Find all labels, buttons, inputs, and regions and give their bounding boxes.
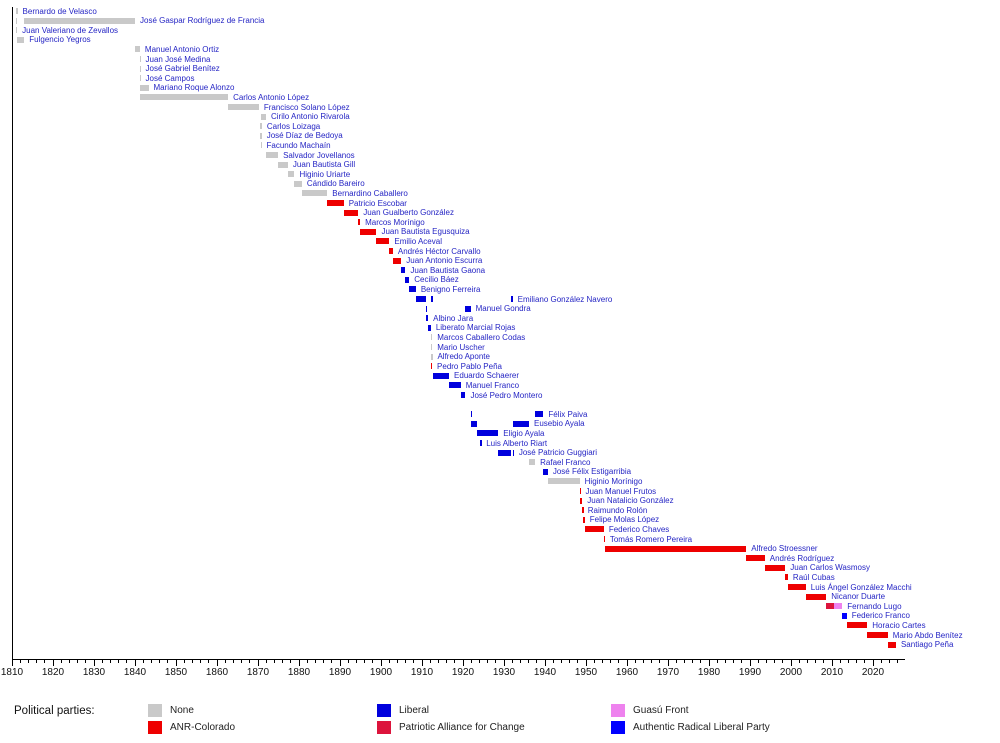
x-axis-minor-tick (397, 660, 398, 663)
president-label: Juan Bautista Egusquiza (381, 227, 470, 237)
x-axis-major-tick (217, 660, 218, 666)
president-label: José Gabriel Benítez (145, 64, 220, 74)
term-bar-none (140, 66, 141, 72)
x-axis-minor-tick (594, 660, 595, 663)
x-axis-minor-tick (610, 660, 611, 663)
term-bar-none (278, 162, 288, 168)
x-axis-major-tick (135, 660, 136, 666)
term-bar-none (261, 142, 262, 148)
term-bar-liberal (477, 430, 499, 436)
x-axis-minor-tick (126, 660, 127, 663)
term-bar-liberal (480, 440, 481, 446)
x-axis-major-tick (709, 660, 710, 666)
x-axis-minor-tick (446, 660, 447, 663)
term-bar-none (24, 18, 135, 24)
term-bar-none (294, 181, 301, 187)
president-label: Juan José Medina (145, 54, 211, 64)
term-bar-liberal (511, 296, 512, 302)
term-bar-colorado (358, 219, 360, 225)
president-label: Luis Ángel González Macchi (810, 582, 912, 592)
term-bar-none (266, 152, 278, 158)
term-bar-liberal (426, 315, 428, 321)
president-label: Juan Bautista Gaona (410, 265, 486, 275)
x-axis-minor-tick (479, 660, 480, 663)
x-axis-minor-tick (77, 660, 78, 663)
x-axis-minor-tick (356, 660, 357, 663)
term-bar-colorado (585, 526, 604, 532)
x-axis-minor-tick (561, 660, 562, 663)
term-bar-liberal (513, 450, 514, 456)
term-bar-none (140, 85, 149, 91)
x-axis-tick-label: 1970 (656, 667, 680, 678)
legend-label: Liberal (399, 705, 430, 716)
x-axis-minor-tick (766, 660, 767, 663)
president-label: José Pedro Montero (470, 390, 543, 400)
x-axis-minor-tick (741, 660, 742, 663)
term-bar-none (135, 46, 140, 52)
x-axis-minor-tick (840, 660, 841, 663)
x-axis-minor-tick (684, 660, 685, 663)
president-label: Alfredo Aponte (437, 352, 490, 362)
x-axis-minor-tick (733, 660, 734, 663)
term-bar-colorado (327, 200, 343, 206)
x-axis-minor-tick (241, 660, 242, 663)
term-bar-none (140, 56, 141, 62)
x-axis-tick-label: 2020 (861, 667, 885, 678)
x-axis-major-tick (463, 660, 464, 666)
term-bar-colorado (580, 488, 581, 494)
term-bar-liberal (416, 296, 426, 302)
president-label: Fulgencio Yegros (29, 35, 91, 45)
x-axis-tick-label: 1810 (0, 667, 24, 678)
term-bar-colorado (580, 498, 582, 504)
president-label: Francisco Solano López (263, 102, 350, 112)
term-bar-liberal (426, 306, 427, 312)
x-axis-major-tick (545, 660, 546, 666)
x-axis-minor-tick (553, 660, 554, 663)
president-label: Carlos Loizaga (266, 121, 321, 131)
x-axis-minor-tick (774, 660, 775, 663)
x-axis-major-tick (12, 660, 13, 666)
x-axis-tick-label: 1820 (41, 667, 65, 678)
x-axis-minor-tick (889, 660, 890, 663)
legend-swatch-guasu (611, 704, 625, 717)
president-label: Facundo Machaín (266, 140, 331, 150)
term-bar-none (16, 27, 17, 33)
x-axis-tick-label: 1910 (410, 667, 434, 678)
president-label: José Félix Estigarribia (552, 467, 632, 477)
x-axis-minor-tick (102, 660, 103, 663)
x-axis-minor-tick (200, 660, 201, 663)
president-label: Marcos Caballero Codas (437, 332, 526, 342)
x-axis-minor-tick (20, 660, 21, 663)
x-axis-minor-tick (151, 660, 152, 663)
x-axis-tick-label: 1930 (492, 667, 516, 678)
x-axis-tick-label: 1870 (246, 667, 270, 678)
president-label: Fernando Lugo (847, 601, 902, 611)
president-label: Albino Jara (433, 313, 474, 323)
president-label: Raimundo Rolón (587, 505, 648, 515)
president-label: Higinio Morínigo (584, 476, 643, 486)
legend-label: Patriotic Alliance for Change (399, 722, 525, 733)
x-axis-minor-tick (307, 660, 308, 663)
x-axis-minor-tick (897, 660, 898, 663)
term-bar-none (260, 123, 261, 129)
term-bar-none (431, 334, 432, 340)
x-axis-minor-tick (405, 660, 406, 663)
x-axis-minor-tick (528, 660, 529, 663)
term-bar-colorado (360, 229, 376, 235)
president-label: Bernardino Caballero (332, 188, 408, 198)
president-label: Andrés Rodríguez (769, 553, 835, 563)
x-axis-major-tick (176, 660, 177, 666)
president-label: Manuel Gondra (475, 304, 531, 314)
x-axis-minor-tick (676, 660, 677, 663)
x-axis-tick-label: 1840 (123, 667, 147, 678)
x-axis-major-tick (258, 660, 259, 666)
term-bar-liberal (431, 296, 433, 302)
president-label: Higinio Uriarte (299, 169, 351, 179)
president-label: Eduardo Schaerer (454, 371, 519, 381)
term-bar-colorado (847, 622, 868, 628)
x-axis-minor-tick (577, 660, 578, 663)
president-label: Raúl Cubas (792, 572, 835, 582)
term-bar-none (529, 459, 535, 465)
term-bar-none (140, 75, 141, 81)
x-axis-minor-tick (192, 660, 193, 663)
term-bar-colorado (389, 248, 392, 254)
president-label: Manuel Antonio Ortiz (144, 44, 220, 54)
x-axis-major-tick (422, 660, 423, 666)
x-axis-minor-tick (159, 660, 160, 663)
x-axis-tick-label: 1850 (164, 667, 188, 678)
x-axis-tick-label: 1900 (369, 667, 393, 678)
x-axis-minor-tick (143, 660, 144, 663)
x-axis-minor-tick (602, 660, 603, 663)
president-label: Cecilio Báez (414, 275, 459, 285)
x-axis-major-tick (504, 660, 505, 666)
term-bar-liberal (428, 325, 431, 331)
president-label: Santiago Peña (900, 640, 954, 650)
president-label: Federico Chaves (608, 524, 670, 534)
legend-swatch-plra (611, 721, 625, 734)
x-axis-minor-tick (233, 660, 234, 663)
term-bar-colorado (393, 258, 401, 264)
president-label: Juan Carlos Wasmosy (790, 563, 870, 573)
president-label: Félix Paiva (548, 409, 588, 419)
x-axis-minor-tick (758, 660, 759, 663)
x-axis-minor-tick (389, 660, 390, 663)
president-label: Tomás Romero Pereira (609, 534, 693, 544)
term-bar-none (431, 354, 432, 360)
x-axis-tick-label: 1830 (82, 667, 106, 678)
term-bar-liberal (535, 411, 543, 417)
president-label: Felipe Molas López (589, 515, 660, 525)
x-axis-major-tick (627, 660, 628, 666)
term-bar-colorado (376, 238, 389, 244)
x-axis-tick-label: 1890 (328, 667, 352, 678)
term-bar-none (16, 18, 17, 24)
president-label: Eligio Ayala (503, 428, 545, 438)
term-bar-colorado (788, 584, 806, 590)
term-bar-none (17, 37, 25, 43)
president-label: Eusebio Ayala (534, 419, 585, 429)
legend-swatch-none (148, 704, 162, 717)
president-label: Patricio Escobar (348, 198, 407, 208)
president-label: Emiliano González Navero (517, 294, 613, 304)
president-label: Liberato Marcial Rojas (435, 323, 516, 333)
president-label: Juan Antonio Escurra (406, 256, 483, 266)
x-axis-tick-label: 1940 (533, 667, 557, 678)
president-label: Federico Franco (851, 611, 910, 621)
term-bar-liberal (465, 306, 470, 312)
x-axis-minor-tick (618, 660, 619, 663)
president-label: Luis Alberto Riart (486, 438, 548, 448)
x-axis-minor-tick (823, 660, 824, 663)
x-axis-minor-tick (815, 660, 816, 663)
president-label: Mariano Roque Alonzo (153, 83, 235, 93)
term-bar-liberal (471, 411, 472, 417)
term-bar-colorado (431, 363, 432, 369)
x-axis-minor-tick (651, 660, 652, 663)
x-axis-minor-tick (118, 660, 119, 663)
x-axis-major-tick (340, 660, 341, 666)
x-axis-minor-tick (643, 660, 644, 663)
president-label: Cándido Bareiro (306, 179, 365, 189)
term-bar-none (302, 190, 327, 196)
x-axis-minor-tick (807, 660, 808, 663)
president-label: Emilio Aceval (394, 236, 442, 246)
x-axis-minor-tick (323, 660, 324, 663)
term-bar-colorado (785, 574, 788, 580)
x-axis-tick-label: 2010 (820, 667, 844, 678)
x-axis-minor-tick (69, 660, 70, 663)
x-axis-minor-tick (61, 660, 62, 663)
x-axis-minor-tick (44, 660, 45, 663)
x-axis-minor-tick (85, 660, 86, 663)
x-axis-major-tick (750, 660, 751, 666)
x-axis-tick-label: 1860 (205, 667, 229, 678)
x-axis-minor-tick (348, 660, 349, 663)
x-axis-minor-tick (315, 660, 316, 663)
x-axis-minor-tick (167, 660, 168, 663)
x-axis-minor-tick (372, 660, 373, 663)
president-label: José Campos (145, 73, 195, 83)
x-axis-minor-tick (512, 660, 513, 663)
legend-swatch-liberal (377, 704, 391, 717)
term-bar-colorado (867, 632, 888, 638)
x-axis-minor-tick (717, 660, 718, 663)
x-axis-minor-tick (454, 660, 455, 663)
term-bar-none (288, 171, 295, 177)
x-axis-minor-tick (487, 660, 488, 663)
president-label: Juan Natalicio González (587, 496, 674, 506)
president-label: José Gaspar Rodríguez de Francia (140, 16, 265, 26)
president-label: Juan Manuel Frutos (585, 486, 657, 496)
term-bar-pac (826, 603, 834, 609)
x-axis-minor-tick (274, 660, 275, 663)
term-bar-liberal (433, 373, 449, 379)
x-axis-minor-tick (848, 660, 849, 663)
term-bar-colorado (765, 565, 786, 571)
term-bar-colorado (604, 536, 605, 542)
term-bar-liberal (401, 267, 405, 273)
term-bar-liberal (405, 277, 409, 283)
x-axis-tick-label: 1960 (615, 667, 639, 678)
x-axis-minor-tick (700, 660, 701, 663)
x-axis-minor-tick (495, 660, 496, 663)
x-axis-tick-label: 2000 (779, 667, 803, 678)
president-label: Manuel Franco (465, 380, 520, 390)
term-bar-colorado (806, 594, 827, 600)
x-axis-minor-tick (36, 660, 37, 663)
x-axis-line (12, 659, 905, 660)
term-bar-none (16, 8, 17, 14)
president-label: José Díaz de Bedoya (266, 131, 343, 141)
x-axis-major-tick (873, 660, 874, 666)
x-axis-minor-tick (520, 660, 521, 663)
x-axis-minor-tick (184, 660, 185, 663)
x-axis-major-tick (668, 660, 669, 666)
president-label: Nicanor Duarte (831, 592, 886, 602)
president-label: Juan Gualberto González (363, 208, 454, 218)
term-bar-colorado (583, 517, 585, 523)
legend-label: ANR-Colorado (170, 722, 236, 733)
president-label: Mario Abdo Benítez (892, 630, 963, 640)
legend-label: None (170, 705, 194, 716)
term-bar-none (228, 104, 259, 110)
x-axis-tick-label: 1950 (574, 667, 598, 678)
term-bar-plra (842, 613, 847, 619)
x-axis-tick-label: 1920 (451, 667, 475, 678)
term-bar-liberal (543, 469, 548, 475)
x-axis-minor-tick (881, 660, 882, 663)
x-axis-major-tick (53, 660, 54, 666)
x-axis-major-tick (94, 660, 95, 666)
term-bar-none (431, 344, 432, 350)
term-bar-colorado (582, 507, 583, 513)
president-label: Mario Uscher (437, 342, 485, 352)
x-axis-minor-tick (430, 660, 431, 663)
x-axis-tick-label: 1990 (738, 667, 762, 678)
x-axis-minor-tick (225, 660, 226, 663)
president-label: Andrés Héctor Carvallo (397, 246, 481, 256)
term-bar-none (260, 133, 261, 139)
x-axis-minor-tick (413, 660, 414, 663)
legend-title: Political parties: (14, 705, 95, 717)
term-bar-none (548, 478, 580, 484)
president-label: Juan Bautista Gill (292, 160, 356, 170)
x-axis-major-tick (381, 660, 382, 666)
president-label: Horacio Cartes (872, 620, 926, 630)
x-axis-minor-tick (364, 660, 365, 663)
x-axis-major-tick (832, 660, 833, 666)
term-bar-none (140, 94, 228, 100)
x-axis-minor-tick (438, 660, 439, 663)
x-axis-minor-tick (536, 660, 537, 663)
x-axis-minor-tick (569, 660, 570, 663)
x-axis-minor-tick (471, 660, 472, 663)
term-bar-liberal (461, 392, 466, 398)
x-axis-major-tick (299, 660, 300, 666)
x-axis-minor-tick (266, 660, 267, 663)
term-bar-liberal (471, 421, 477, 427)
legend-swatch-colorado (148, 721, 162, 734)
term-bar-liberal (409, 286, 416, 292)
x-axis-minor-tick (208, 660, 209, 663)
x-axis-minor-tick (659, 660, 660, 663)
president-label: Pedro Pablo Peña (437, 361, 502, 371)
legend-label: Guasú Front (633, 705, 689, 716)
x-axis-tick-label: 1880 (287, 667, 311, 678)
x-axis-minor-tick (782, 660, 783, 663)
x-axis-tick-label: 1980 (697, 667, 721, 678)
term-bar-colorado (344, 210, 359, 216)
x-axis-minor-tick (692, 660, 693, 663)
president-label: Benigno Ferreira (420, 284, 481, 294)
legend-swatch-pac (377, 721, 391, 734)
x-axis-minor-tick (799, 660, 800, 663)
president-label: Marcos Morínigo (365, 217, 425, 227)
term-bar-colorado (605, 546, 746, 552)
president-label: Alfredo Stroessner (751, 544, 818, 554)
term-bar-colorado (888, 642, 896, 648)
x-axis-minor-tick (856, 660, 857, 663)
x-axis-minor-tick (635, 660, 636, 663)
president-label: Bernardo de Velasco (22, 6, 97, 16)
x-axis-minor-tick (725, 660, 726, 663)
president-label: Cirilo Antonio Rivarola (270, 112, 350, 122)
x-axis-minor-tick (28, 660, 29, 663)
x-axis-minor-tick (864, 660, 865, 663)
president-label: Juan Valeriano de Zevallos (22, 25, 119, 35)
x-axis-major-tick (791, 660, 792, 666)
president-label: Rafael Franco (540, 457, 591, 467)
term-bar-colorado (746, 555, 764, 561)
legend-label: Authentic Radical Liberal Party (633, 722, 770, 733)
president-label: Carlos Antonio López (233, 92, 310, 102)
x-axis-minor-tick (331, 660, 332, 663)
x-axis-minor-tick (249, 660, 250, 663)
term-bar-liberal (449, 382, 461, 388)
y-axis-spine (12, 7, 13, 660)
term-bar-none (261, 114, 266, 120)
x-axis-minor-tick (282, 660, 283, 663)
x-axis-minor-tick (290, 660, 291, 663)
president-label: José Patricio Guggiari (518, 448, 598, 458)
term-bar-guasu (834, 603, 842, 609)
x-axis-major-tick (586, 660, 587, 666)
term-bar-liberal (498, 450, 511, 456)
x-axis-minor-tick (110, 660, 111, 663)
term-bar-liberal (513, 421, 529, 427)
president-label: Salvador Jovellanos (283, 150, 355, 160)
